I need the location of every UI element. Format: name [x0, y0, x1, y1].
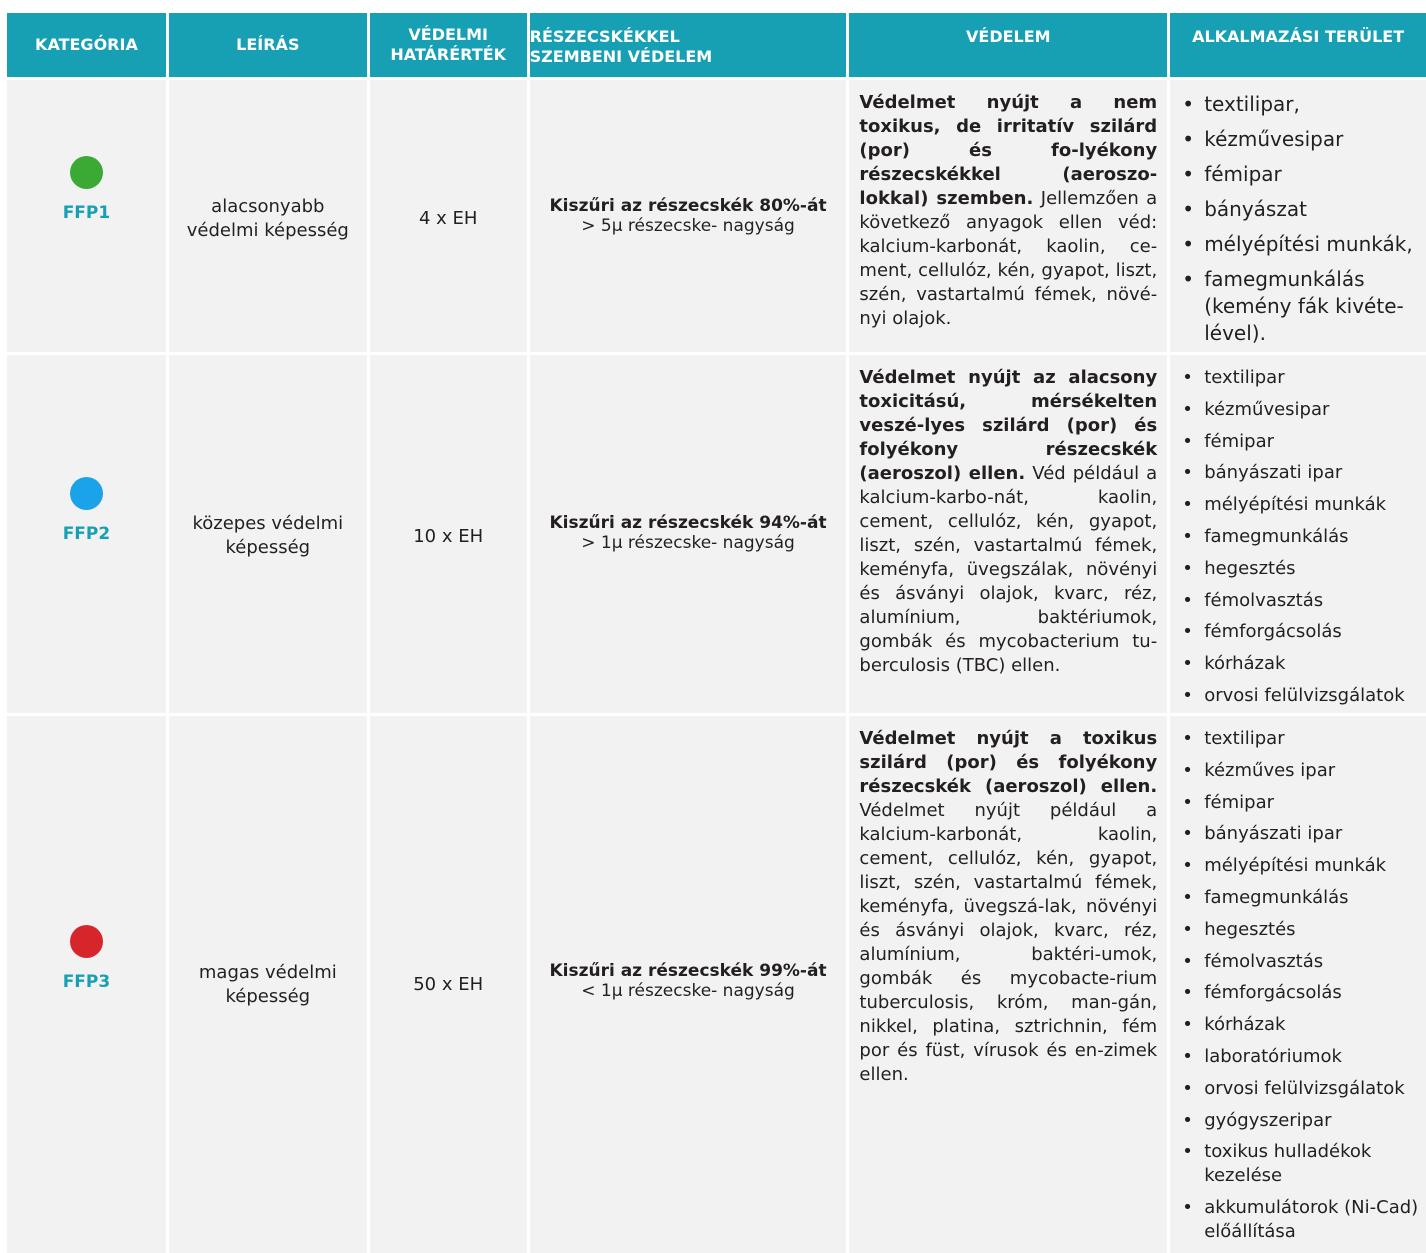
list-item: • fémolvasztás: [1180, 950, 1422, 974]
description-line2: képesség: [225, 537, 311, 558]
filter-particle-size: > 1µ részecske- nagyság: [581, 533, 795, 553]
protection-detail: Jellemzően a következő anyagok ellen véd: kalcium-karbonát, kaolin, ce-ment, cellulóz, kén, gyapot, liszt, szén, vastartalmú fémek, növé-nyi olajok.: [859, 188, 1158, 329]
protection-cell: [849, 716, 1167, 1253]
table-row-ffp1: [0, 80, 1426, 352]
header-reszecske-line2: SZEMBENI VÉDELEM: [529, 47, 713, 66]
header-reszecske-line1: RÉSZECSKÉKKEL: [529, 27, 680, 46]
filter-cell: [530, 355, 847, 713]
list-item: • textilipar: [1180, 727, 1422, 751]
filter-cell: [530, 716, 847, 1253]
header-alkalmazas-label: ALKALMAZÁSI TERÜLET: [1192, 27, 1405, 46]
limit-value: 50 x EH: [413, 974, 484, 995]
protection-text: [859, 366, 1157, 678]
header-hatarertek-line1: VÉDELMI: [408, 25, 488, 44]
limit-cell: [370, 80, 527, 352]
filter-percentage: Kiszűri az részecskék 80%-át: [549, 196, 827, 216]
header-vedelem-label: VÉDELEM: [966, 27, 1051, 46]
filter-particle-size: > 5µ részecske- nagyság: [581, 216, 795, 236]
limit-cell: [370, 355, 527, 713]
category-cell: [7, 80, 166, 352]
protection-detail: Védelmet nyújt például a kalcium-karbonát, kaolin, cement, cellulóz, kén, gyapot, liszt, szén, vastartalmú fémek, keményfa, üvegszá-lak, növényi és ásványi olajok, kvarc, réz, alumínium, baktéri-umok, gombák és mycobacte-rium tuberculosis, króm, man-gán, nikkel, platina, sztrichnin, fém por és füst, vírusok és en-zimek ellen.: [859, 800, 1158, 1085]
header-kategoria: [7, 13, 166, 77]
application-list: [1180, 727, 1422, 1252]
limit-value: 10 x EH: [413, 526, 484, 547]
list-item: • akkumulátorok (Ni-Cad) előállítása: [1180, 1196, 1422, 1244]
table-row-ffp3: [0, 716, 1426, 1253]
list-item: • laboratóriumok: [1180, 1045, 1422, 1069]
protection-bold: Védelmet nyújt az alacsony toxicitású, mérsékelten veszé-lyes szilárd (por) és folyékony részecskék (aeroszol) ellen.: [859, 367, 1158, 484]
header-leiras: [169, 13, 367, 77]
header-kategoria-label: KATEGÓRIA: [35, 35, 138, 54]
application-list: [1180, 91, 1422, 352]
limit-value: 4 x EH: [418, 208, 478, 229]
filter-percentage: Kiszűri az részecskék 94%-át: [549, 513, 827, 533]
header-leiras-label: LEÍRÁS: [236, 35, 300, 54]
list-item: • orvosi felülvizsgálatok: [1180, 684, 1422, 708]
filter-cell: [530, 80, 847, 352]
list-item: • kézművesipar: [1180, 126, 1422, 153]
list-item: • mélyépítési munkák: [1180, 854, 1422, 878]
category-label: FFP2: [62, 524, 111, 544]
limit-cell: [370, 716, 527, 1253]
protection-detail: Véd például a kalcium-karbo-nát, kaolin, cement, cellulóz, kén, gyapot, liszt, szén, vastartalmú fémek, keményfa, üvegszálak, növényi és ásványi olajok, kvarc, réz, alumínium, baktériumok, gombák és mycobacterium tu-berculosis (TBC) ellen.: [859, 463, 1158, 676]
application-cell: [1170, 716, 1426, 1253]
protection-bold: Védelmet nyújt a toxikus szilárd (por) és folyékony részecskék (aeroszol) ellen.: [859, 728, 1158, 797]
list-item: • famegmunkálás: [1180, 886, 1422, 910]
header-hatarertek: [370, 13, 527, 77]
category-cell: [7, 716, 166, 1253]
protection-cell: [849, 355, 1167, 713]
red-dot-icon: [70, 925, 103, 958]
category-label: FFP1: [62, 203, 111, 223]
list-item: • textilipar: [1180, 366, 1422, 390]
header-alkalmazas: [1170, 13, 1426, 77]
header-reszecske: [530, 13, 847, 77]
description-line2: képesség: [225, 986, 311, 1007]
description-cell: [169, 716, 367, 1253]
description-line1: magas védelmi: [198, 962, 337, 983]
list-item: • bányászati ipar: [1180, 822, 1422, 846]
list-item: • kórházak: [1180, 1013, 1422, 1037]
application-list: [1180, 366, 1422, 713]
list-item: • fémipar: [1180, 791, 1422, 815]
application-cell: [1170, 355, 1426, 713]
blue-dot-icon: [70, 477, 103, 510]
list-item: • mélyépítési munkák: [1180, 493, 1422, 517]
header-vedelem: [849, 13, 1167, 77]
protection-text: [859, 91, 1157, 331]
list-item: • fémforgácsolás: [1180, 981, 1422, 1005]
list-item: • mélyépítési munkák,: [1180, 231, 1422, 258]
table-row-ffp2: [0, 355, 1426, 713]
list-item: • kórházak: [1180, 652, 1422, 676]
list-item: • textilipar,: [1180, 91, 1422, 118]
list-item: • fémipar: [1180, 161, 1422, 188]
description-cell: [169, 80, 367, 352]
green-dot-icon: [70, 156, 103, 189]
list-item: • hegesztés: [1180, 918, 1422, 942]
filter-particle-size: < 1µ részecske- nagyság: [581, 981, 795, 1001]
list-item: • fémipar: [1180, 430, 1422, 454]
list-item: • toxikus hulladékok kezelése: [1180, 1140, 1422, 1188]
list-item: • kézműves ipar: [1180, 759, 1422, 783]
list-item: • kézművesipar: [1180, 398, 1422, 422]
category-cell: [7, 355, 166, 713]
list-item: • bányászati ipar: [1180, 461, 1422, 485]
list-item: • fémolvasztás: [1180, 589, 1422, 613]
list-item: • gyógyszeripar: [1180, 1109, 1422, 1133]
list-item: • famegmunkálás (kemény fák kivéte-lével).: [1180, 266, 1422, 347]
list-item: • hegesztés: [1180, 557, 1422, 581]
description-line2: védelmi képesség: [186, 220, 349, 241]
table-header: [0, 13, 1426, 77]
protection-bold: Védelmet nyújt a nem toxikus, de irritatív szilárd (por) és fo-lyékony részecskékkel (aeroszo-lokkal) szemben.: [859, 92, 1158, 209]
list-item: • famegmunkálás: [1180, 525, 1422, 549]
description-cell: [169, 355, 367, 713]
filter-percentage: Kiszűri az részecskék 99%-át: [549, 961, 827, 981]
list-item: • fémforgácsolás: [1180, 620, 1422, 644]
list-item: • orvosi felülvizsgálatok: [1180, 1077, 1422, 1101]
application-cell: [1170, 80, 1426, 352]
list-item: • bányászat: [1180, 196, 1422, 223]
description-line1: alacsonyabb: [211, 196, 325, 217]
description-line1: közepes védelmi: [192, 513, 344, 534]
protection-text: [859, 727, 1157, 1087]
protection-cell: [849, 80, 1167, 352]
header-hatarertek-line2: HATÁRÉRTÉK: [390, 45, 507, 64]
category-label: FFP3: [62, 972, 111, 992]
